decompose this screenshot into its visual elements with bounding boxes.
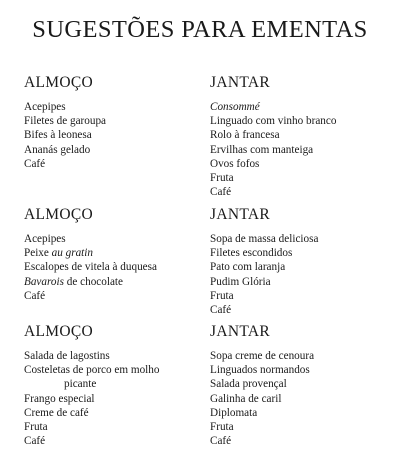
menu-item: Linguado com vinho branco: [210, 115, 337, 128]
menu-item: Diplomata: [210, 406, 258, 419]
menu-item: Consommé: [210, 101, 260, 113]
lunch-menu-1: [24, 74, 214, 171]
menu-item: Escalopes de vitela à duquesa: [24, 261, 157, 274]
menu-item: Fruta: [210, 421, 234, 434]
menu-item: Sopa de massa deliciosa: [210, 233, 319, 245]
menu-item: Café: [24, 157, 46, 170]
menu-item: Ovos fofos: [210, 157, 260, 170]
menu-item: Fruta: [210, 172, 234, 185]
menu-item: Ervilhas com manteiga: [210, 143, 314, 156]
lunch-items-list: [24, 100, 214, 171]
dinner-heading: JANTAR: [210, 206, 270, 223]
menu-item-continuation: picante: [64, 378, 97, 391]
menu-item: Galinha de caril: [210, 392, 282, 405]
menu-item: Sopa creme de cenoura: [210, 350, 315, 362]
dinner-menu-1: [210, 74, 400, 199]
lunch-menu-3: [24, 323, 214, 448]
menu-item: Pato com laranja: [210, 261, 286, 274]
menu-item: Café: [210, 186, 232, 199]
menu-item: Fruta: [24, 421, 48, 434]
lunch-heading: ALMOÇO: [24, 206, 93, 223]
menu-item: Acepipes: [24, 101, 66, 113]
dinner-items-list: [210, 349, 400, 448]
menu-item: Salada provençal: [210, 378, 287, 391]
menu-item: Café: [24, 435, 46, 448]
dinner-heading: JANTAR: [210, 74, 270, 91]
dinner-heading: JANTAR: [210, 323, 270, 340]
dinner-menu-3: [210, 323, 400, 448]
menu-item: Filetes de garoupa: [24, 115, 107, 128]
menu-item: Bavarois de chocolate: [24, 275, 123, 288]
menu-item: Creme de café: [24, 406, 89, 419]
menu-item: Peixe au gratin: [24, 247, 93, 260]
menu-item: Rolo à francesa: [210, 129, 280, 142]
menu-item: Café: [210, 435, 232, 448]
menu-item: Café: [210, 304, 232, 317]
menu-item: Frango especial: [24, 392, 95, 405]
lunch-heading: ALMOÇO: [24, 323, 93, 340]
lunch-items-list: [24, 349, 214, 448]
menu-item: Acepipes: [24, 233, 66, 245]
menu-item: Fruta: [210, 289, 234, 302]
lunch-menu-2: [24, 206, 214, 303]
menu-item: Costeletas de porco em molho: [24, 364, 160, 377]
menu-item: Salada de lagostins: [24, 350, 110, 362]
menu-item: Pudim Glória: [210, 275, 271, 288]
dinner-items-list: [210, 100, 400, 199]
menu-item: Café: [24, 289, 46, 302]
lunch-heading: ALMOÇO: [24, 74, 93, 91]
menu-item: Ananás gelado: [24, 143, 91, 156]
menu-item: Linguados normandos: [210, 364, 310, 377]
menu-item: Filetes escondidos: [210, 247, 293, 260]
dinner-menu-2: [210, 206, 400, 317]
lunch-items-list: [24, 232, 214, 303]
page-title: SUGESTÕES PARA EMENTAS: [32, 16, 368, 43]
menu-item: Bifes à leonesa: [24, 129, 92, 142]
dinner-items-list: [210, 232, 400, 317]
